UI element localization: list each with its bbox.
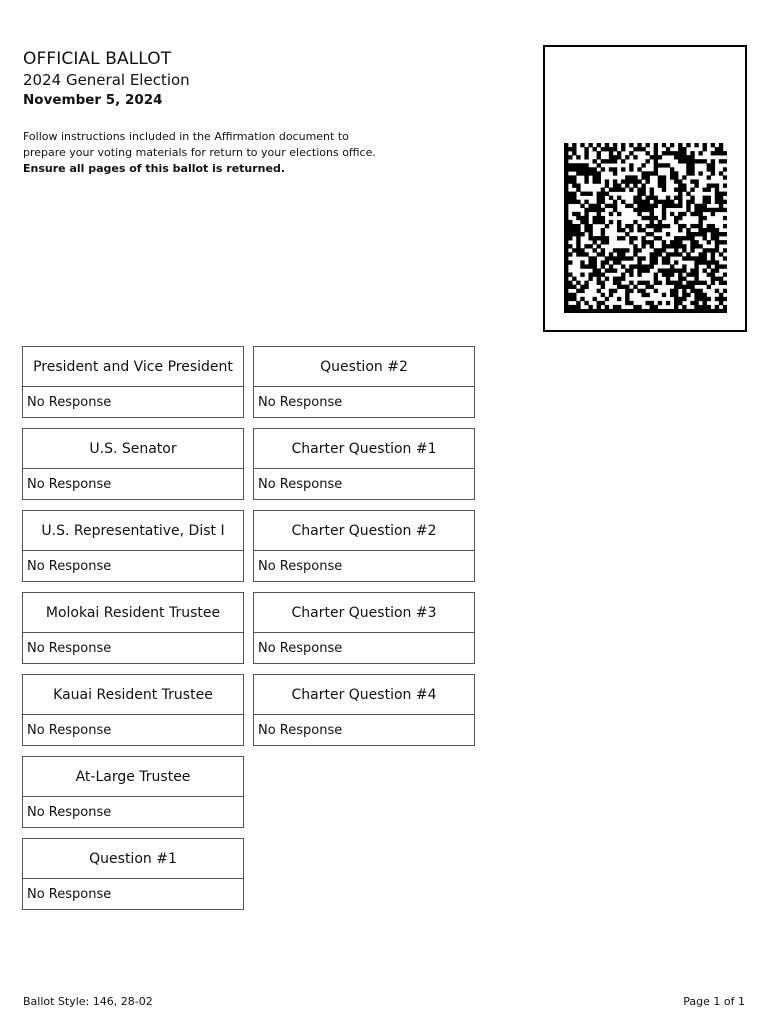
- contest-response: No Response: [27, 476, 112, 492]
- contest-box: [22, 346, 244, 418]
- contest-response: No Response: [27, 640, 112, 656]
- contest-box: [253, 674, 475, 746]
- 2d-barcode-icon: [564, 143, 727, 313]
- contest-title: At-Large Trustee: [23, 757, 243, 797]
- election-name: 2024 General Election: [23, 71, 190, 89]
- contest-title: Charter Question #1: [254, 429, 474, 469]
- contest-title: Charter Question #2: [254, 511, 474, 551]
- barcode-frame: [543, 45, 747, 332]
- contest-box: [253, 428, 475, 500]
- contest-title: Kauai Resident Trustee: [23, 675, 243, 715]
- contest-response: No Response: [258, 640, 343, 656]
- instructions: [23, 129, 395, 177]
- contest-response: No Response: [27, 558, 112, 574]
- contest-title: Charter Question #3: [254, 593, 474, 633]
- contest-title: Molokai Resident Trustee: [23, 593, 243, 633]
- contest-box: [22, 510, 244, 582]
- contest-response: No Response: [27, 722, 112, 738]
- page-number: Page 1 of 1: [683, 995, 745, 1008]
- contest-response: No Response: [258, 722, 343, 738]
- contest-box: [22, 838, 244, 910]
- contest-box: [253, 510, 475, 582]
- contest-title: U.S. Senator: [23, 429, 243, 469]
- contest-box: [22, 674, 244, 746]
- contest-title: Charter Question #4: [254, 675, 474, 715]
- contest-response: No Response: [258, 394, 343, 410]
- instructions-emphasis: Ensure all pages of this ballot is returned.: [23, 162, 286, 175]
- contest-response: No Response: [258, 558, 343, 574]
- election-date: November 5, 2024: [23, 92, 163, 108]
- contest-response: No Response: [27, 886, 112, 902]
- ballot-title: OFFICIAL BALLOT: [23, 49, 172, 69]
- contest-box: [22, 592, 244, 664]
- contest-box: [22, 428, 244, 500]
- ballot-header: [23, 49, 403, 177]
- contest-response: No Response: [258, 476, 343, 492]
- contest-response: No Response: [27, 394, 112, 410]
- contest-response: No Response: [27, 804, 112, 820]
- contest-box: [253, 346, 475, 418]
- contest-title: Question #2: [254, 347, 474, 387]
- instructions-text: Follow instructions included in the Affirmation document to prepare your voting materials for return to your elections office.: [23, 130, 376, 159]
- contest-title: U.S. Representative, Dist I: [23, 511, 243, 551]
- contest-box: [253, 592, 475, 664]
- contest-title: Question #1: [23, 839, 243, 879]
- contest-title: President and Vice President: [23, 347, 243, 387]
- ballot-style: Ballot Style: 146, 28-02: [23, 995, 153, 1008]
- contest-box: [22, 756, 244, 828]
